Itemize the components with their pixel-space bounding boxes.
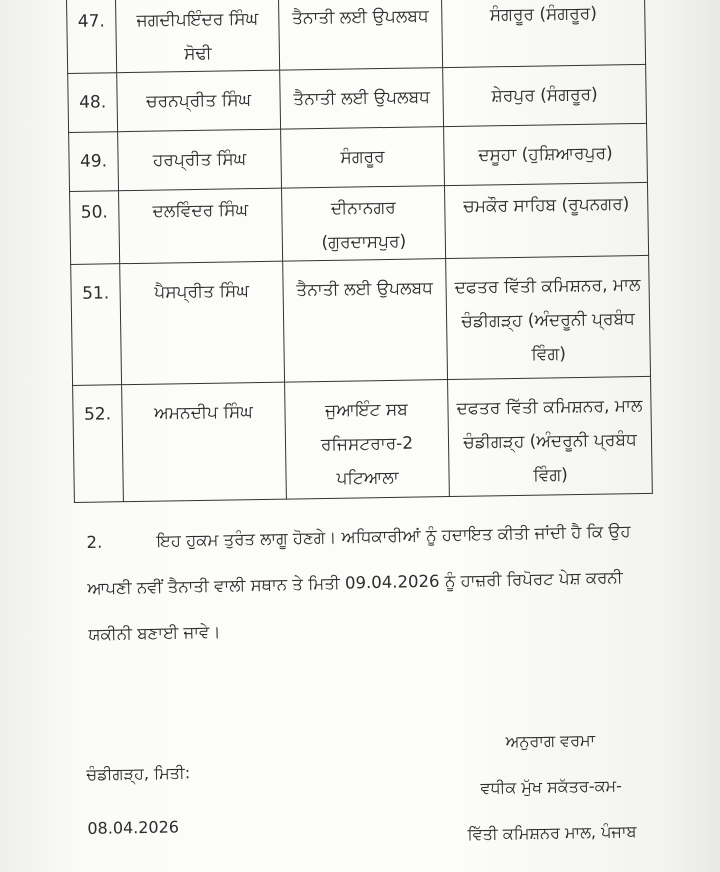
new-posting-cell: ਚਮਕੌਰ ਸਾਹਿਬ (ਰੂਪਨਗਰ) — [444, 182, 648, 258]
new-posting-cell: ਦਫਤਰ ਵਿੱਤੀ ਕਮਿਸ਼ਨਰ, ਮਾਲ ਚੰਡੀਗੜ੍ਹ (ਅੰਦਰੂਨੀ ਪ੍ਰਬੰਧ ਵਿੰਗ) — [446, 255, 651, 379]
serial-number-cell: 47. — [67, 0, 117, 73]
table-row — [67, 0, 646, 73]
officer-name-cell: ਚਰਨਪ੍ਰੀਤ ਸਿੰਘ — [117, 70, 281, 132]
serial-number-cell: 49. — [69, 132, 119, 192]
signatory-name: ਅਨੁਰਾਗ ਵਰਮਾ — [505, 730, 596, 752]
new-posting-cell: ਦਸੂਹਾ (ਹੁਸ਼ਿਆਰਪੁਰ) — [444, 123, 648, 185]
serial-number-cell: 50. — [70, 191, 120, 265]
table-row — [69, 123, 648, 191]
officer-name-cell: ਜਗਦੀਪਇੰਦਰ ਸਿੰਘ ਸੋਢੀ — [116, 0, 280, 73]
new-posting-cell: ਸੰਗਰੂਰ (ਸੰਗਰੂਰ) — [441, 0, 645, 68]
serial-number-cell: 48. — [68, 73, 118, 133]
table-row — [70, 182, 649, 264]
current-posting-cell: ਜੁਆਇੰਟ ਸਬ ਰਜਿਸਟਰਾਰ-2 ਪਟਿਆਲਾ — [285, 380, 450, 500]
serial-number-cell: 51. — [71, 264, 122, 386]
new-posting-cell: ਸ਼ੇਰਪੁਰ (ਸੰਗਰੂਰ) — [443, 64, 647, 126]
current-posting-cell: ਦੀਨਾਨਗਰ (ਗੁਰਦਾਸਪੁਰ) — [282, 186, 446, 262]
signature-block — [450, 717, 652, 858]
table-row — [71, 255, 651, 385]
officer-name-cell: ਹਰਪ੍ਰੀਤ ਸਿੰਘ — [118, 129, 282, 191]
issue-date: 08.04.2026 — [87, 817, 180, 838]
new-posting-cell: ਦਫਤਰ ਵਿੱਤੀ ਕਮਿਸ਼ਨਰ, ਮਾਲ ਚੰਡੀਗੜ੍ਹ (ਅੰਦਰੂਨੀ ਪ੍ਰਬੰਧ ਵਿੰਗ) — [448, 376, 653, 496]
transfer-table — [66, 0, 653, 503]
current-posting-cell: ਤੈਨਾਤੀ ਲਈ ਉਪਲਬਧ — [283, 259, 448, 383]
paragraph-number: 2. — [86, 532, 103, 552]
serial-number-cell: 52. — [73, 385, 124, 503]
order-paragraph — [86, 508, 649, 658]
table-row — [73, 376, 653, 502]
officer-name-cell: ਅਮਨਦੀਪ ਸਿੰਘ — [122, 382, 287, 502]
signatory-designation-line1: ਵਧੀਕ ਮੁੱਖ ਸਕੱਤਰ-ਕਮ- — [480, 776, 623, 798]
current-posting-cell: ਤੈਨਾਤੀ ਲਈ ਉਪਲਬਧ — [278, 0, 442, 70]
signatory-designation-line2: ਵਿੱਤੀ ਕਮਿਸ਼ਨਰ ਮਾਲ, ਪੰਜਾਬ — [467, 821, 637, 844]
current-posting-cell: ਤੈਨਾਤੀ ਲਈ ਉਪਲਬਧ — [280, 68, 444, 130]
place-date-label: ਚੰਡੀਗੜ੍ਹ, ਮਿਤੀ: — [86, 763, 191, 784]
current-posting-cell: ਸੰਗਰੂਰ — [281, 127, 445, 189]
officer-name-cell: ਦਲਵਿੰਦਰ ਸਿੰਘ — [119, 188, 283, 264]
officer-name-cell: ਪੈਸਪ੍ਰੀਤ ਸਿੰਘ — [120, 261, 285, 385]
place-date-block — [86, 746, 192, 856]
paragraph-text: ਇਹ ਹੁਕਮ ਤੁਰੰਤ ਲਾਗੂ ਹੋਣਗੇ। ਅਧਿਕਾਰੀਆਂ ਨੂੰ ਹਦਾਇਤ ਕੀਤੀ ਜਾਂਦੀ ਹੈ ਕਿ ਉਹ ਆਪਣੀ ਨਵੀਂ ਤੈਨਾਤੀ ਵਾਲੀ ਸਥਾਨ ਤੇ ਮਿਤੀ 09.04.2026 ਨੂੰ ਹਾਜ਼ਰੀ ਰਿਪੋਰਟ ਪੇਸ਼ ਕਰਨੀ ਯਕੀਨੀ ਬਣਾਈ ਜਾਵੇ। — [87, 521, 631, 644]
transfer-table-wrapper — [66, 0, 653, 503]
table-row — [68, 64, 647, 132]
